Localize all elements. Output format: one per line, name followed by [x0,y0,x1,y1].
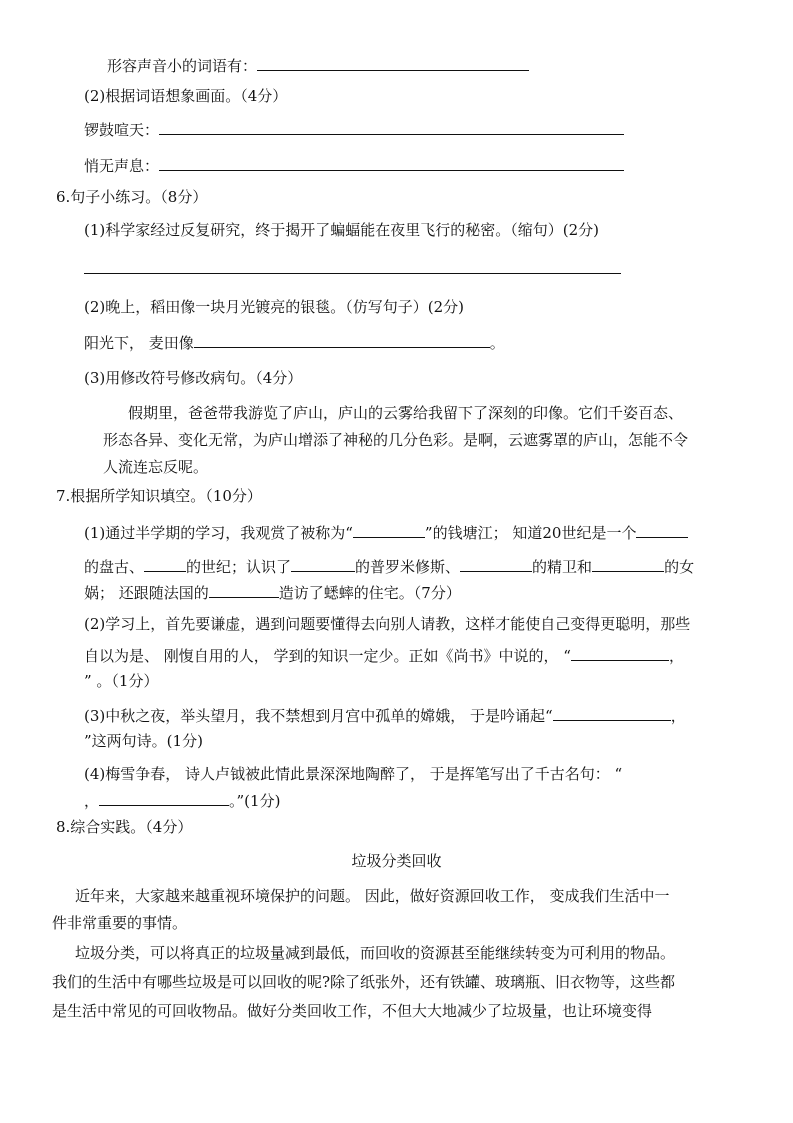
q6-imitate-blank[interactable] [194,332,490,348]
q7-p4-line2 [84,790,280,811]
q7-p1-line3 [84,582,461,603]
q8-heading: 8.综合实践。（4分） [56,818,193,836]
q5-silent-label: 悄无声息： [84,157,160,175]
q7-p3-blank[interactable] [553,705,671,721]
q7-p1-blank-4[interactable] [291,556,355,572]
q7-p1-text-h: 娲； 还跟随法国的 [84,584,209,602]
q7-p2-line3: ” 。（1分） [84,672,159,690]
q7-p2-text-a: 自以为是、 刚愎自用的人， 学到的知识一定少。正如《尚书》中说的， “ [84,647,571,665]
q6-part1-blank[interactable] [84,258,621,274]
q5-part2-prompt: (2)根据词语想象画面。（4分） [84,87,288,105]
q7-p1-text-g: 的女 [664,558,695,576]
q7-p3-text-b: ， [670,707,686,725]
q5-drum-line [84,119,624,140]
q5-drum-label: 锣鼓喧天： [84,121,160,139]
q6-passage-line-1: 假期里，爸爸带我游览了庐山，庐山的云雾给我留下了深刻的印像。它们千姿百态、 [128,404,684,422]
q6-imitate-prefix: 阳光下， 麦田像 [84,334,194,352]
q7-p1-blank-3[interactable] [144,556,186,572]
q7-p1-blank-2[interactable] [636,522,688,538]
q8-para2-line3: 是生活中常见的可回收物品。做好分类回收工作，不但大大地减少了垃圾量，也让环境变得 [52,1002,653,1020]
q7-p2-line2 [84,645,684,666]
q5-quiet-words-line [107,55,529,76]
q8-article-title: 垃圾分类回收 [351,852,442,870]
q6-imitate-suffix: 。 [489,334,505,352]
q7-p4-line1: (4)梅雪争春， 诗人卢钺被此情此景深深地陶醉了， 于是挥笔写出了千古名句： “ [84,765,623,783]
q7-p1-line1 [84,522,688,543]
q6-part2: (2)晚上，稻田像一块月光镀亮的银毯。（仿写句子）(2分) [84,298,464,316]
q7-p1-text-i: 造访了蟋蟀的住宅。（7分） [278,584,461,602]
q8-para1-line2: 件非常重要的事情。 [52,914,188,932]
q7-p1-text-a: (1)通过半学期的学习，我观赏了被称为“ [84,524,353,542]
q6-imitate-line [84,332,505,353]
q5-silent-line [84,155,624,176]
q8-para2-line2: 我们的生活中有哪些垃圾是可以回收的呢?除了纸张外，还有铁罐、玻璃瓶、旧衣物等，这些都 [52,973,676,991]
q7-p1-blank-7[interactable] [209,582,279,598]
q7-p1-line2 [84,556,694,577]
q7-p4-blank[interactable] [99,790,229,806]
q7-p3-line1 [84,705,686,726]
q7-p3-text-a: (3)中秋之夜，举头望月，我不禁想到月宫中孤单的嫦娥， 于是吟诵起“ [84,707,553,725]
q6-part1: (1)科学家经过反复研究，终于揭开了蝙蝠能在夜里飞行的秘密。（缩句）(2分) [84,221,599,239]
q8-para2-line1: 垃圾分类，可以将真正的垃圾量减到最低，而回收的资源甚至能继续转变为可利用的物品。 [75,944,676,962]
q5-silent-blank[interactable] [159,155,624,171]
q5-quiet-words-label: 形容声音小的词语有： [107,57,258,75]
q7-p1-text-e: 的普罗米修斯、 [355,558,461,576]
q7-p2-line1: (2)学习上，首先要谦虚，遇到问题要懂得去向别人请教，这样才能使自己变得更聪明，那些 [84,615,691,633]
q7-p1-text-c: 的盘古、 [84,558,145,576]
q7-p1-text-b: ”的钱塘江； 知道20世纪是一个 [424,524,637,542]
q8-para1-line1: 近年来，大家越来越重视环境保护的问题。 因此，做好资源回收工作， 变成我们生活中一 [75,887,670,905]
q5-quiet-words-blank[interactable] [257,55,529,71]
q7-p4-text-a: ， [84,792,100,810]
q6-heading: 6.句子小练习。（8分） [56,188,208,206]
q5-drum-blank[interactable] [159,119,624,135]
q7-p4-text-b: 。”(1分) [229,792,281,810]
q6-passage-line-2: 形态各异、变化无常，为庐山增添了神秘的几分色彩。是啊，云遮雾罩的庐山，怎能不令 [103,431,689,449]
q7-heading: 7.根据所学知识填空。（10分） [56,487,262,505]
q6-part3: (3)用修改符号修改病句。（4分） [84,369,303,387]
q7-p1-blank-1[interactable] [353,522,425,538]
q7-p2-text-b: ， [668,647,684,665]
q7-p1-text-d: 的世纪；认识了 [186,558,292,576]
q7-p1-blank-5[interactable] [460,556,532,572]
q7-p1-text-f: 的精卫和 [532,558,593,576]
q7-p2-blank[interactable] [571,645,669,661]
q6-passage-line-3: 人流连忘反呢。 [103,458,209,476]
q6-part1-answer-line[interactable] [84,258,621,279]
q7-p3-line2: ”这两句诗。(1分) [84,732,203,750]
q7-p1-blank-6[interactable] [592,556,664,572]
